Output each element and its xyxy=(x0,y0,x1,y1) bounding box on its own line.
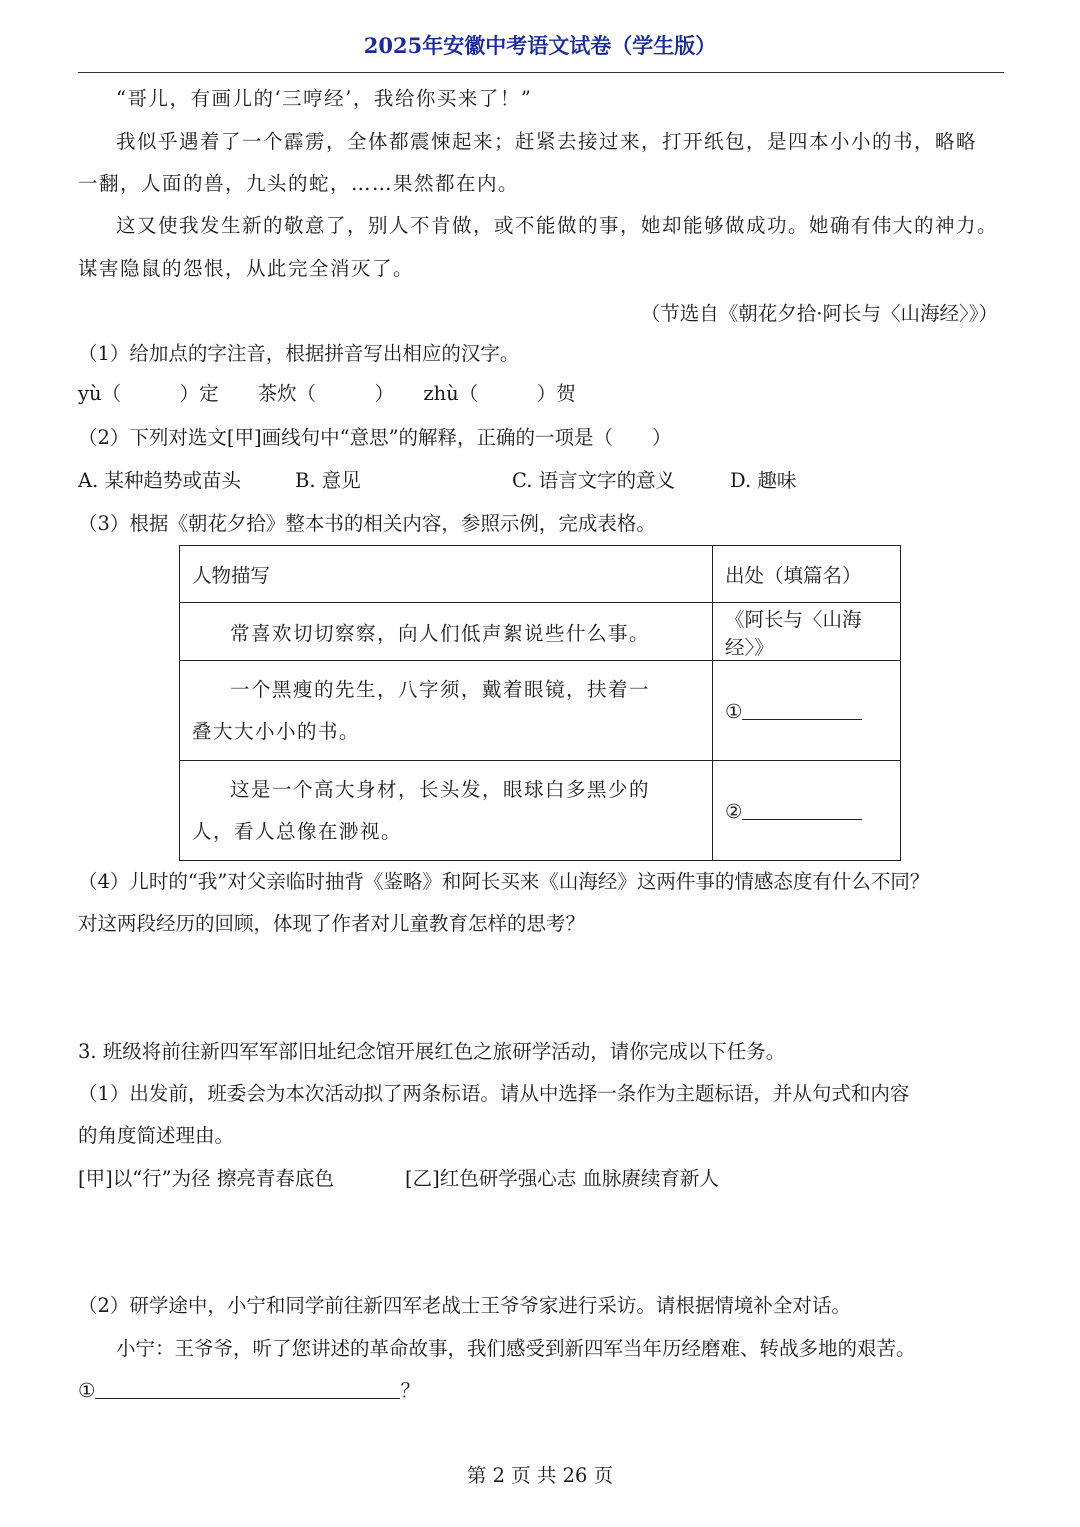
dialog-line: 小宁：王爷爷，听了您讲述的革命故事，我们感受到新四军当年历经磨难、转战多地的艰苦。 xyxy=(116,1337,916,1360)
slogan-b: [乙]红色研学强心志 血脉赓续育新人 xyxy=(405,1167,719,1190)
page-footer: 第 2 页 共 26 页 xyxy=(466,1464,614,1487)
section-3-q1-line: （1）出发前，班委会为本次活动拟了两条标语。请从中选择一条作为主题标语，并从句式和内容 xyxy=(78,1082,910,1105)
answer-blank[interactable] xyxy=(742,799,862,820)
fill-table xyxy=(179,545,901,861)
answer-blank[interactable] xyxy=(95,1378,400,1399)
question-1-items: yù（ ）定 茶炊（ ） zhù（ ）贺 xyxy=(78,382,576,405)
dialog-blank-line xyxy=(78,1378,420,1404)
table-row xyxy=(180,661,901,761)
question-mark: ？ xyxy=(400,1379,420,1402)
table-cell-desc: 常喜欢切切察察，向人们低声絮说些什么事。 xyxy=(180,603,713,661)
table-cell-line: 这是一个高大身材，长头发，眼球白多黑少的 xyxy=(230,777,651,801)
table-cell-desc xyxy=(180,661,713,761)
option-d: D. 趣味 xyxy=(730,469,797,492)
question-2-stem: （2）下列对选文[甲]画线句中“意思”的解释，正确的一项是（ ） xyxy=(78,426,672,449)
option-b: B. 意见 xyxy=(295,469,361,492)
table-header-cell: 出处（填篇名） xyxy=(713,546,901,603)
page-title: 2025年安徽中考语文试卷（学生版） xyxy=(363,33,717,58)
table-cell-source xyxy=(713,661,901,761)
table-cell-source: 《阿长与〈山海经〉》 xyxy=(713,603,901,661)
table-cell-line: 一个黑瘦的先生，八字须，戴着眼镜，扶着一 xyxy=(230,677,651,701)
question-3-stem: （3）根据《朝花夕拾》整本书的相关内容，参照示例，完成表格。 xyxy=(78,512,656,535)
option-a: A. 某种趋势或苗头 xyxy=(78,469,241,492)
answer-mark: ① xyxy=(78,1379,96,1402)
answer-mark: ① xyxy=(725,699,743,723)
table-row xyxy=(180,603,901,661)
table-cell-line: 人，看人总像在渺视。 xyxy=(192,819,403,843)
header-rule xyxy=(78,72,1004,73)
passage-source: （节选自《朝花夕拾·阿长与〈山海经〉》） xyxy=(640,302,998,325)
passage-line: 谋害隐鼠的怨恨，从此完全消灭了。 xyxy=(78,257,415,280)
passage-line: 一翻，人面的兽，九头的蛇，……果然都在内。 xyxy=(78,172,520,195)
table-header-row xyxy=(180,546,901,603)
answer-blank[interactable] xyxy=(742,699,862,720)
table-row xyxy=(180,761,901,861)
passage-line: 这又使我发生新的敬意了，别人不肯做，或不能做的事，她却能够做成功。她确有伟大的神力。 xyxy=(116,214,999,237)
question-4-line: （4）儿时的“我”对父亲临时抽背《鉴略》和阿长买来《山海经》这两件事的情感态度有什么不同？ xyxy=(78,870,930,893)
answer-mark: ② xyxy=(725,799,743,823)
table-cell-source xyxy=(713,761,901,861)
question-1-stem: （1）给加点的字注音，根据拼音写出相应的汉字。 xyxy=(78,342,520,365)
table-cell-desc xyxy=(180,761,713,861)
section-3-q2: （2）研学途中，小宁和同学前往新四军老战士王爷爷家进行采访。请根据情境补全对话。 xyxy=(78,1294,851,1317)
option-c: C. 语言文字的意义 xyxy=(512,469,676,492)
table-header-cell: 人物描写 xyxy=(180,546,713,603)
table-cell-line: 叠大大小小的书。 xyxy=(192,719,361,743)
slogan-a: [甲]以“行”为径 擦亮青春底色 xyxy=(78,1167,334,1190)
section-3-q1-line: 的角度简述理由。 xyxy=(78,1124,235,1147)
section-3-intro: 3. 班级将前往新四军军部旧址纪念馆开展红色之旅研学活动，请你完成以下任务。 xyxy=(78,1040,786,1063)
question-4-line: 对这两段经历的回顾，体现了作者对儿童教育怎样的思考？ xyxy=(78,912,586,935)
passage-line: 我似乎遇着了一个霹雳，全体都震悚起来；赶紧去接过来，打开纸包，是四本小小的书，略略 xyxy=(116,130,978,153)
passage-line: “哥儿，有画儿的‘三哼经’，我给你买来了！” xyxy=(116,87,533,110)
